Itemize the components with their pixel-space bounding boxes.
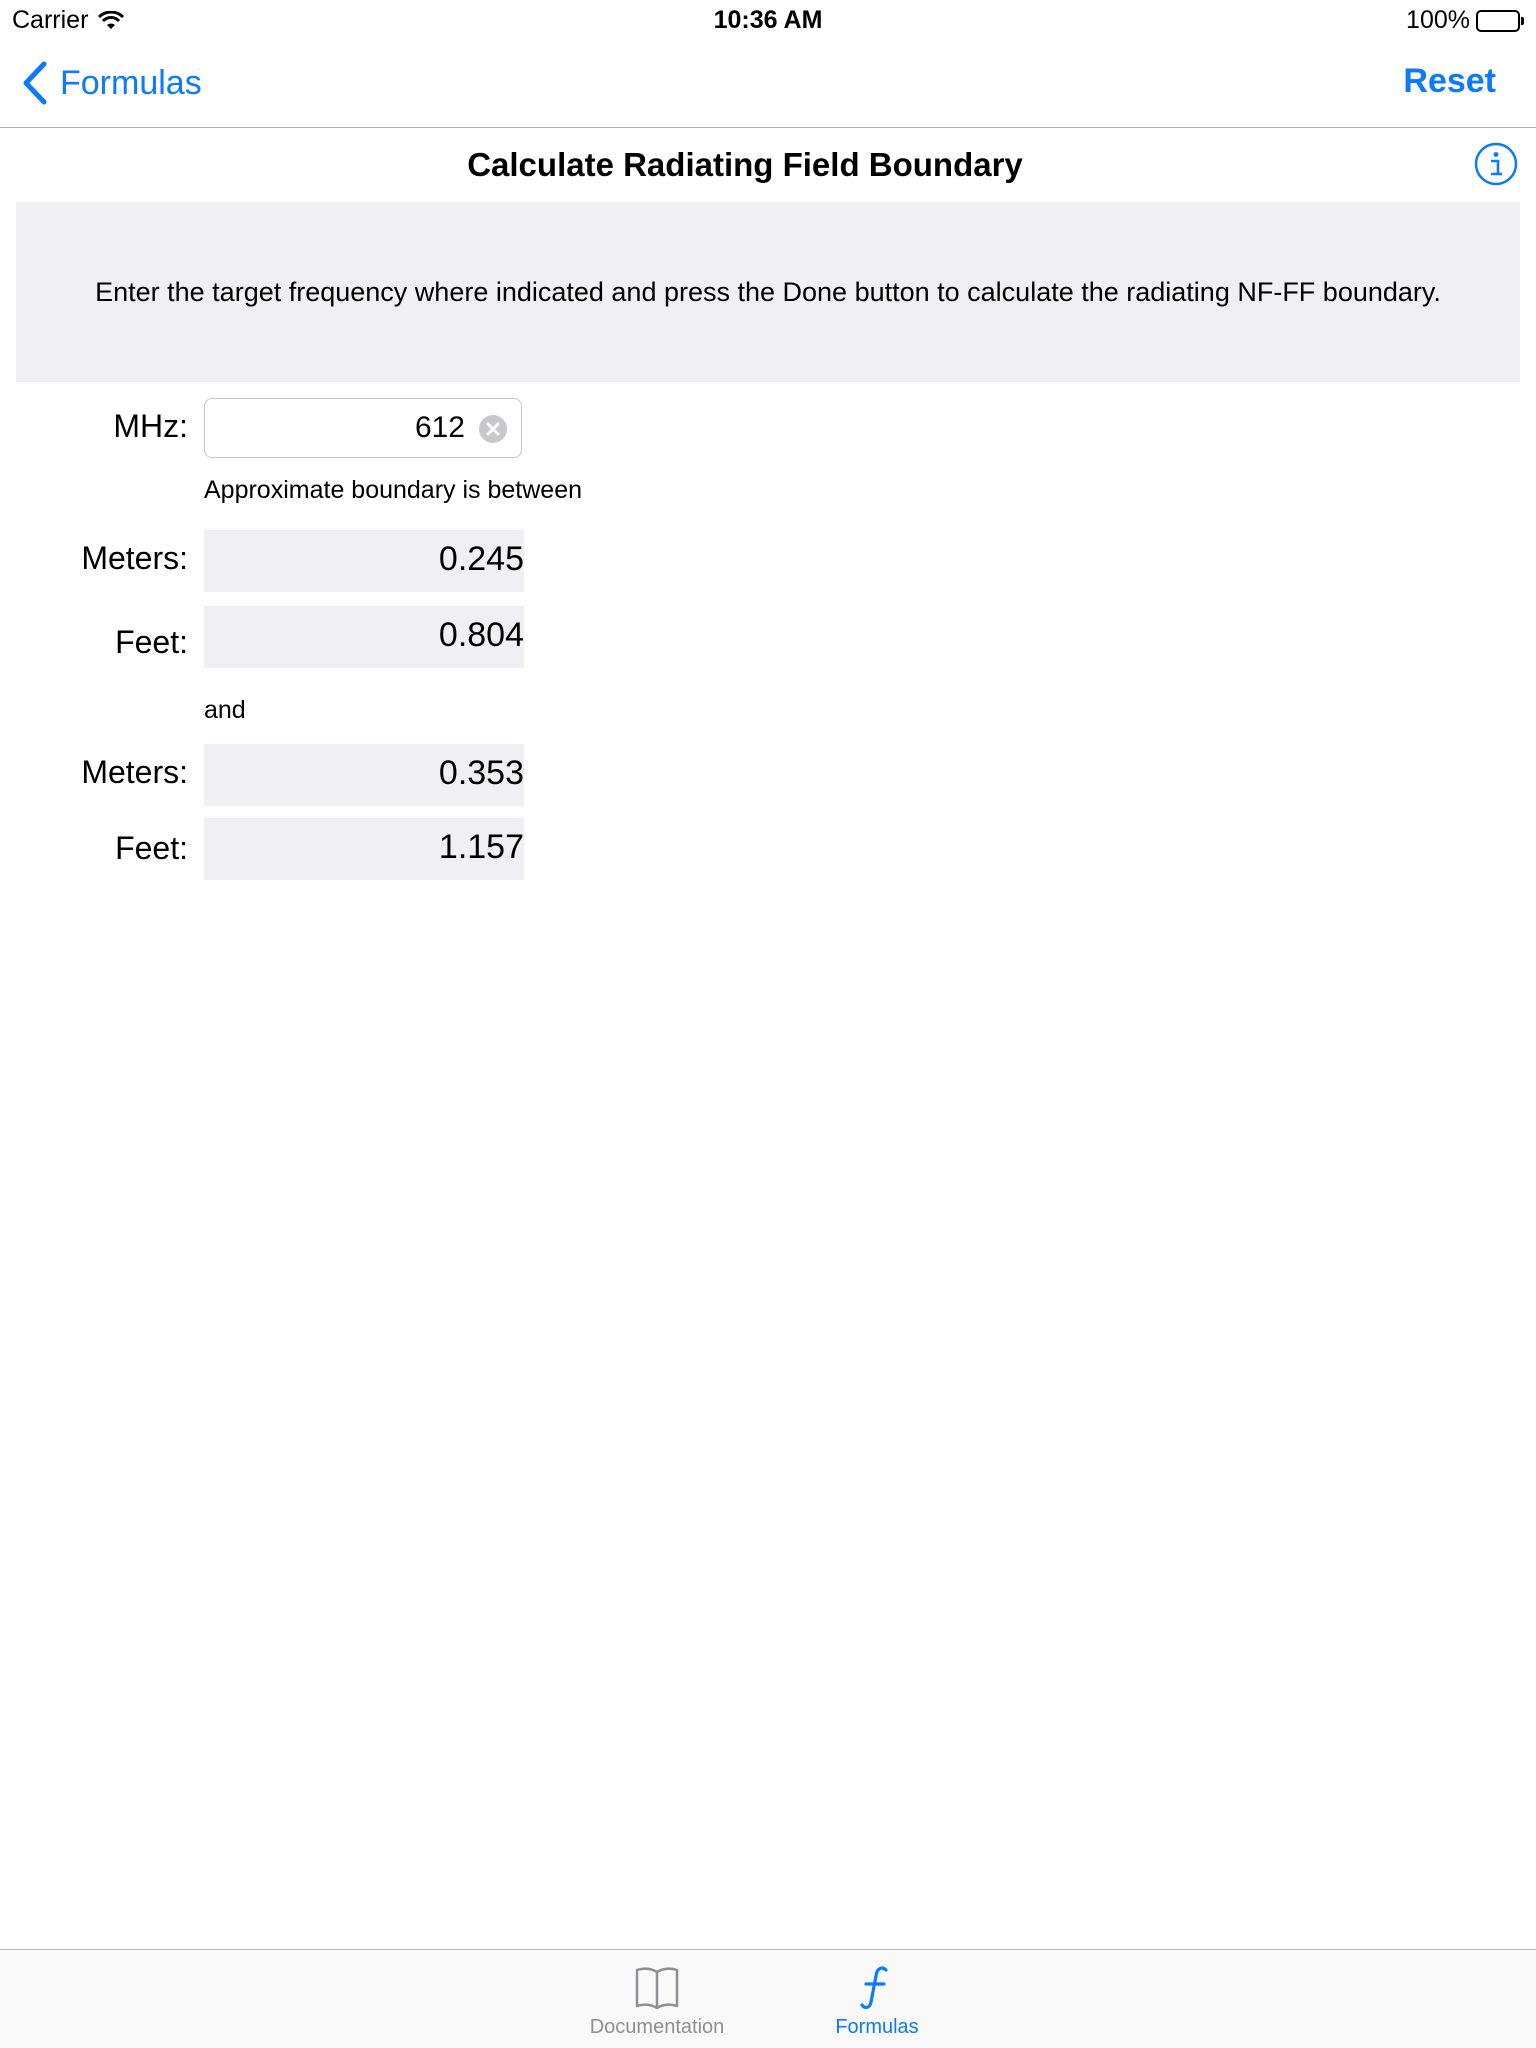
mhz-field[interactable] [204, 398, 522, 458]
clear-input-icon[interactable] [479, 415, 507, 443]
navigation-bar [0, 40, 1536, 128]
result-label-feet-1: Feet: [115, 624, 188, 660]
back-button-label: Formulas [60, 63, 202, 102]
tab-label: Formulas [835, 2016, 919, 2038]
status-time: 10:36 AM [713, 6, 823, 34]
reset-button[interactable]: Reset [1403, 62, 1496, 100]
instructions-panel [16, 202, 1520, 382]
result-meters-max [204, 744, 524, 806]
result-value: 1.157 [438, 828, 524, 866]
mhz-input[interactable] [215, 399, 465, 457]
result-value: 0.804 [438, 616, 524, 654]
book-icon [632, 1962, 682, 2012]
mhz-label: MHz: [113, 408, 188, 444]
result-label-meters-1: Meters: [81, 540, 188, 576]
boundary-note: Approximate boundary is between [204, 476, 583, 504]
back-button[interactable] [20, 60, 202, 106]
result-value: 0.353 [438, 754, 524, 792]
result-value: 0.245 [438, 540, 524, 578]
page-title: Calculate Radiating Field Boundary [467, 146, 1023, 183]
result-feet-max [204, 818, 524, 880]
tab-bar [0, 1949, 1536, 2048]
result-label-feet-2: Feet: [115, 830, 188, 866]
tab-formulas[interactable] [777, 1950, 977, 2048]
tab-label: Documentation [589, 2016, 725, 2038]
tab-documentation[interactable] [557, 1950, 757, 2048]
result-label-meters-2: Meters: [81, 754, 188, 790]
status-bar [0, 0, 1536, 40]
carrier-label: Carrier [12, 6, 89, 34]
battery-percent: 100% [1406, 6, 1470, 34]
instructions-text: Enter the target frequency where indicated and press the Done button to calculate the radiating NF-FF boundary. [95, 276, 1441, 307]
info-icon[interactable] [1474, 142, 1518, 186]
result-feet-min [204, 606, 524, 668]
battery-icon [1476, 10, 1524, 32]
chevron-left-icon [20, 60, 50, 106]
and-label: and [204, 696, 246, 724]
function-icon [852, 1962, 902, 2012]
result-meters-min [204, 530, 524, 592]
battery-indicator [1406, 6, 1524, 35]
